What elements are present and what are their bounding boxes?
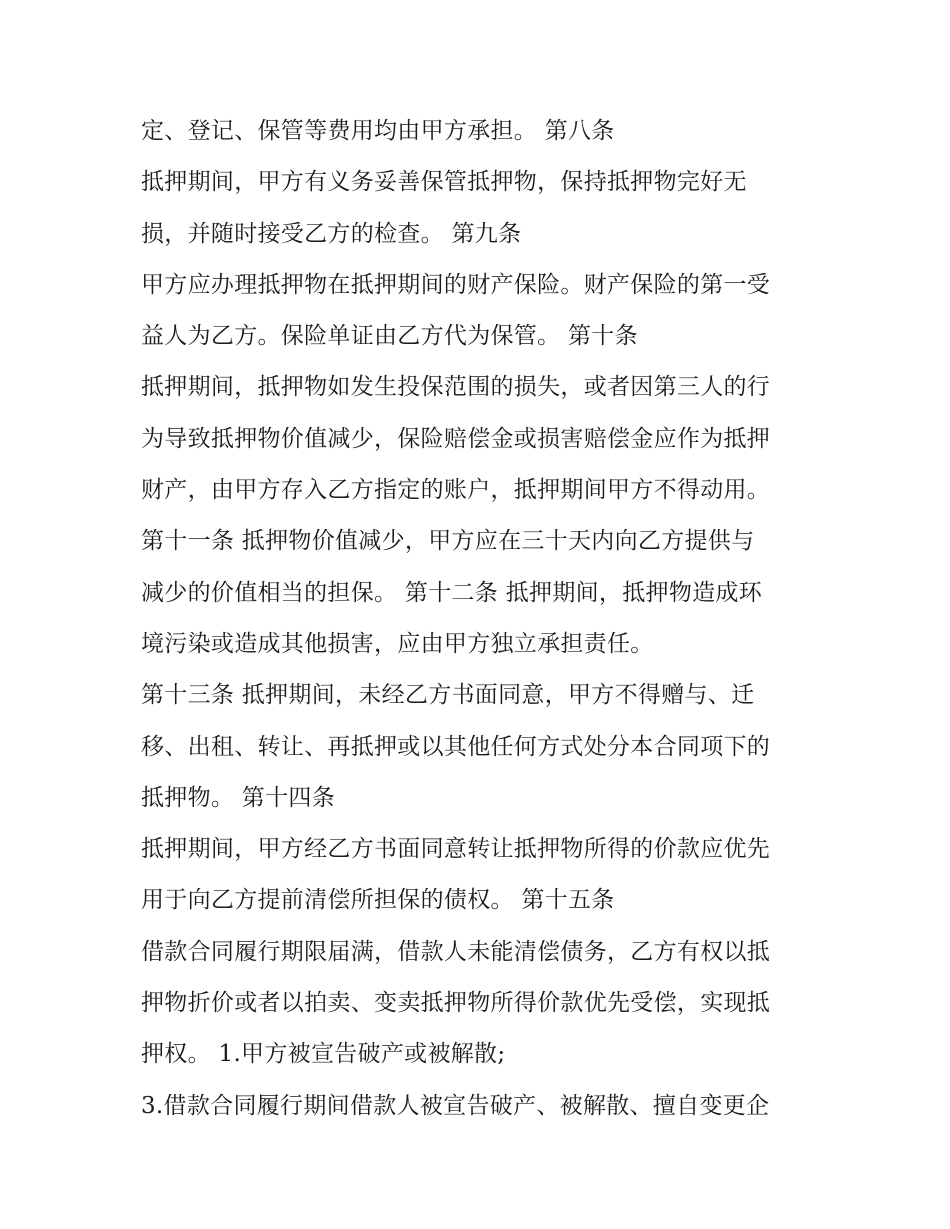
text-line: 抵押期间，抵押物如发生投保范围的损失，或者因第三人的行	[141, 374, 771, 401]
text-line: 抵押物。 第十四条	[141, 784, 336, 811]
text-line: 押权。 1.甲方被宣告破产或被解散;	[141, 1041, 506, 1068]
text-line: 押物折价或者以拍卖、变卖抵押物所得价款优先受偿，实现抵	[141, 990, 771, 1017]
contract-text	[141, 106, 831, 1132]
text-line: 借款合同履行期限届满，借款人未能清偿债务，乙方有权以抵	[141, 938, 771, 965]
text-line: 抵押期间，甲方经乙方书面同意转让抵押物所得的价款应优先	[141, 836, 771, 863]
text-line: 3.借款合同履行期间借款人被宣告破产、被解散、擅自变更企	[141, 1092, 770, 1119]
text-line: 甲方应办理抵押物在抵押期间的财产保险。财产保险的第一受	[141, 271, 771, 298]
text-line: 移、出租、转让、再抵押或以其他任何方式处分本合同项下的	[141, 733, 771, 760]
text-line: 第十一条 抵押物价值减少，甲方应在三十天内向乙方提供与	[141, 528, 755, 555]
text-line: 益人为乙方。保险单证由乙方代为保管。 第十条	[141, 323, 638, 350]
text-line: 境污染或造成其他损害，应由甲方独立承担责任。	[141, 630, 654, 657]
text-line: 财产，由甲方存入乙方指定的账户，抵押期间甲方不得动用。	[141, 477, 771, 504]
text-line: 为导致抵押物价值减少，保险赔偿金或损害赔偿金应作为抵押	[141, 425, 771, 452]
text-line: 减少的价值相当的担保。 第十二条 抵押期间，抵押物造成环	[141, 579, 763, 606]
text-line: 损，并随时接受乙方的检查。 第九条	[141, 220, 522, 247]
text-line: 定、登记、保管等费用均由甲方承担。 第八条	[141, 118, 615, 144]
text-line: 第十三条 抵押期间，未经乙方书面同意，甲方不得赠与、迁	[141, 682, 755, 709]
text-line: 用于向乙方提前清偿所担保的债权。 第十五条	[141, 887, 615, 914]
text-line: 抵押期间，甲方有义务妥善保管抵押物，保持抵押物完好无	[141, 169, 747, 196]
